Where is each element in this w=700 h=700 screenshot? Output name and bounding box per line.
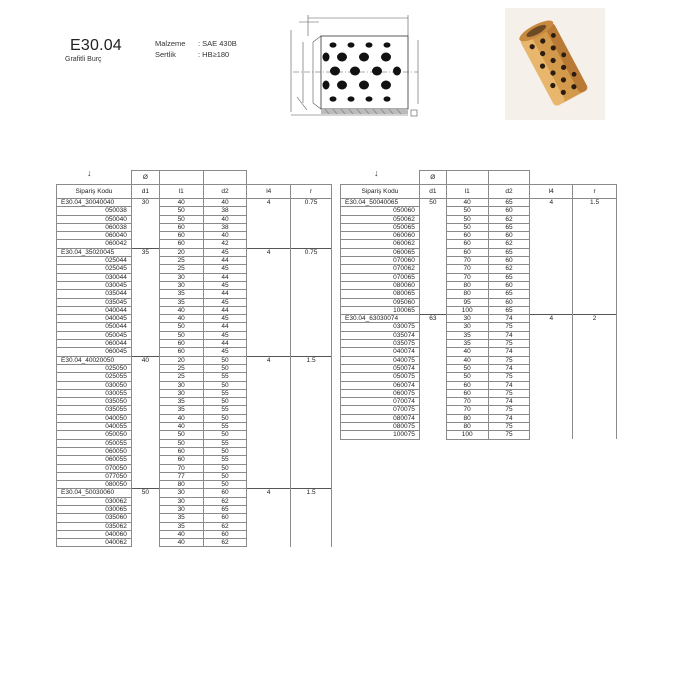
l1-value: 60 bbox=[446, 240, 488, 248]
order-code: 070050 bbox=[57, 464, 132, 472]
d2-value: 50 bbox=[203, 356, 247, 364]
l1-value: 80 bbox=[446, 423, 488, 431]
order-code: 050075 bbox=[341, 373, 420, 381]
l1-value: 60 bbox=[159, 223, 203, 231]
l1-value: 60 bbox=[159, 240, 203, 248]
d2-value: 62 bbox=[203, 539, 247, 547]
order-code: 060044 bbox=[57, 340, 132, 348]
d2-value: 38 bbox=[203, 223, 247, 231]
l1-value: 25 bbox=[159, 373, 203, 381]
d1-value: 63 bbox=[419, 315, 446, 439]
l1-value: 35 bbox=[159, 398, 203, 406]
order-code: 070065 bbox=[341, 273, 420, 281]
d2-value: 62 bbox=[488, 240, 530, 248]
order-code: 035060 bbox=[57, 514, 132, 522]
order-code: 050055 bbox=[57, 439, 132, 447]
r-value: 2 bbox=[573, 315, 617, 439]
d2-value: 60 bbox=[203, 530, 247, 538]
d1-value: 50 bbox=[419, 199, 446, 315]
order-code: 025055 bbox=[57, 373, 132, 381]
order-code: 070074 bbox=[341, 398, 420, 406]
technical-drawing bbox=[283, 12, 423, 124]
right-product-table bbox=[340, 170, 617, 440]
l1-value: 50 bbox=[446, 223, 488, 231]
table-row bbox=[341, 199, 617, 207]
l1-value: 60 bbox=[159, 456, 203, 464]
d2-value: 62 bbox=[203, 497, 247, 505]
d2-value: 60 bbox=[203, 514, 247, 522]
column-header-d1: d1 bbox=[419, 185, 446, 199]
material-spec bbox=[155, 39, 237, 48]
order-code: 095060 bbox=[341, 298, 420, 306]
column-header-r: r bbox=[291, 185, 332, 199]
column-header-d2: d2 bbox=[488, 185, 530, 199]
order-code: 060074 bbox=[341, 381, 420, 389]
r-value: 1.5 bbox=[573, 199, 617, 315]
order-code: 050050 bbox=[57, 431, 132, 439]
order-code: 077050 bbox=[57, 472, 132, 480]
header-blank bbox=[57, 171, 132, 185]
l1-value: 30 bbox=[159, 281, 203, 289]
product-code: E30.04 bbox=[70, 37, 122, 54]
material-label: Malzeme bbox=[155, 39, 186, 48]
l1-value: 70 bbox=[446, 257, 488, 265]
order-code: 060062 bbox=[341, 240, 420, 248]
l1-value: 60 bbox=[159, 348, 203, 356]
d2-value: 60 bbox=[488, 281, 530, 289]
order-code: 050074 bbox=[341, 364, 420, 372]
order-code: 060038 bbox=[57, 223, 132, 231]
d2-value: 45 bbox=[203, 331, 247, 339]
column-header-d2: d2 bbox=[203, 185, 247, 199]
d2-value: 60 bbox=[488, 232, 530, 240]
bushing-photo bbox=[505, 8, 605, 120]
order-code: 060040 bbox=[57, 232, 132, 240]
order-code: 040075 bbox=[341, 356, 420, 364]
l4-value: 4 bbox=[247, 356, 291, 489]
d2-value: 44 bbox=[203, 340, 247, 348]
order-code: 060042 bbox=[57, 240, 132, 248]
order-code: 050040 bbox=[57, 215, 132, 223]
l1-value: 50 bbox=[159, 431, 203, 439]
order-code: 025050 bbox=[57, 364, 132, 372]
diameter-symbol: Ø bbox=[131, 171, 159, 185]
l1-value: 30 bbox=[446, 323, 488, 331]
order-code: 060065 bbox=[341, 248, 420, 256]
table-row bbox=[57, 248, 332, 256]
order-code: 035044 bbox=[57, 290, 132, 298]
l1-value: 60 bbox=[159, 232, 203, 240]
order-code: E30.04_50030060 bbox=[57, 489, 132, 497]
l1-value: 50 bbox=[159, 323, 203, 331]
l4-value: 4 bbox=[247, 248, 291, 356]
column-header-l1: l1 bbox=[446, 185, 488, 199]
header-row-top bbox=[341, 171, 617, 185]
d2-value: 55 bbox=[203, 373, 247, 381]
l1-value: 95 bbox=[446, 298, 488, 306]
d2-value: 65 bbox=[488, 273, 530, 281]
l1-value: 20 bbox=[159, 248, 203, 256]
d2-value: 74 bbox=[488, 315, 530, 323]
column-header-code: Sipariş Kodu bbox=[341, 185, 420, 199]
d2-value: 74 bbox=[488, 331, 530, 339]
table-row bbox=[57, 356, 332, 364]
table-row bbox=[57, 489, 332, 497]
d2-value: 65 bbox=[488, 248, 530, 256]
d2-value: 65 bbox=[488, 223, 530, 231]
d2-value: 62 bbox=[203, 522, 247, 530]
order-code: 060060 bbox=[341, 232, 420, 240]
l1-value: 35 bbox=[159, 290, 203, 298]
d2-value: 45 bbox=[203, 265, 247, 273]
d2-value: 44 bbox=[203, 257, 247, 265]
d2-value: 44 bbox=[203, 290, 247, 298]
order-code: 040050 bbox=[57, 414, 132, 422]
material-value: : SAE 430B bbox=[198, 39, 237, 48]
order-code: 040062 bbox=[57, 539, 132, 547]
l1-value: 25 bbox=[159, 265, 203, 273]
l1-value: 40 bbox=[159, 315, 203, 323]
order-code: 035055 bbox=[57, 406, 132, 414]
order-code: 050065 bbox=[341, 223, 420, 231]
order-code: 080060 bbox=[341, 281, 420, 289]
order-code: E30.04_35020045 bbox=[57, 248, 132, 256]
l1-value: 80 bbox=[446, 290, 488, 298]
d2-value: 65 bbox=[203, 505, 247, 513]
l1-value: 100 bbox=[446, 431, 488, 439]
order-code: 060055 bbox=[57, 456, 132, 464]
product-subtitle: Grafitli Burç bbox=[65, 56, 102, 63]
d2-value: 62 bbox=[488, 265, 530, 273]
order-code: 080065 bbox=[341, 290, 420, 298]
column-header-l1: l1 bbox=[159, 185, 203, 199]
d2-value: 65 bbox=[488, 290, 530, 298]
d2-value: 45 bbox=[203, 248, 247, 256]
l1-value: 70 bbox=[446, 398, 488, 406]
order-code: 050045 bbox=[57, 331, 132, 339]
l1-value: 60 bbox=[446, 389, 488, 397]
l1-value: 77 bbox=[159, 472, 203, 480]
l1-value: 40 bbox=[159, 423, 203, 431]
order-code: 040074 bbox=[341, 348, 420, 356]
r-value: 1.5 bbox=[291, 356, 332, 489]
order-code: 040044 bbox=[57, 306, 132, 314]
l1-value: 50 bbox=[159, 207, 203, 215]
header-blank bbox=[341, 171, 420, 185]
d2-value: 45 bbox=[203, 298, 247, 306]
d2-value: 60 bbox=[203, 489, 247, 497]
l1-value: 70 bbox=[446, 273, 488, 281]
l1-value: 100 bbox=[446, 306, 488, 314]
order-code: 035062 bbox=[57, 522, 132, 530]
order-code: 040060 bbox=[57, 530, 132, 538]
l1-value: 20 bbox=[159, 356, 203, 364]
order-code: 040045 bbox=[57, 315, 132, 323]
d1-value: 30 bbox=[131, 199, 159, 249]
header-row-top bbox=[57, 171, 332, 185]
d2-value: 75 bbox=[488, 431, 530, 439]
header-row bbox=[341, 185, 617, 199]
order-code: 050062 bbox=[341, 215, 420, 223]
d2-value: 44 bbox=[203, 273, 247, 281]
d2-value: 45 bbox=[203, 315, 247, 323]
column-header-l4: l4 bbox=[530, 185, 573, 199]
column-header-l4: l4 bbox=[247, 185, 291, 199]
d2-value: 44 bbox=[203, 323, 247, 331]
column-header-r: r bbox=[573, 185, 617, 199]
order-code: 040055 bbox=[57, 423, 132, 431]
order-code: 035045 bbox=[57, 298, 132, 306]
order-code: 050038 bbox=[57, 207, 132, 215]
l1-value: 40 bbox=[159, 414, 203, 422]
header-row bbox=[57, 185, 332, 199]
l1-value: 40 bbox=[159, 199, 203, 207]
r-value: 1.5 bbox=[291, 489, 332, 547]
l1-value: 70 bbox=[159, 464, 203, 472]
d2-value: 50 bbox=[203, 431, 247, 439]
order-code: 100065 bbox=[341, 306, 420, 314]
d2-value: 42 bbox=[203, 240, 247, 248]
header-blank bbox=[530, 171, 573, 185]
header-blank bbox=[159, 171, 203, 185]
order-code: 035075 bbox=[341, 340, 420, 348]
column-header-code: Sipariş Kodu bbox=[57, 185, 132, 199]
d2-value: 50 bbox=[203, 447, 247, 455]
l1-value: 30 bbox=[159, 381, 203, 389]
d2-value: 45 bbox=[203, 348, 247, 356]
hardness-spec bbox=[155, 50, 229, 59]
l1-value: 40 bbox=[159, 530, 203, 538]
r-value: 0.75 bbox=[291, 199, 332, 249]
d2-value: 50 bbox=[203, 414, 247, 422]
order-code: 100075 bbox=[341, 431, 420, 439]
l1-value: 40 bbox=[446, 348, 488, 356]
l1-value: 35 bbox=[446, 331, 488, 339]
l1-value: 50 bbox=[446, 364, 488, 372]
order-code: 070075 bbox=[341, 406, 420, 414]
l1-value: 50 bbox=[159, 439, 203, 447]
hardness-value: : HB≥180 bbox=[198, 50, 230, 59]
d2-value: 74 bbox=[488, 398, 530, 406]
order-code: 025045 bbox=[57, 265, 132, 273]
d2-value: 55 bbox=[203, 439, 247, 447]
d2-value: 44 bbox=[203, 306, 247, 314]
l1-value: 25 bbox=[159, 257, 203, 265]
d2-value: 75 bbox=[488, 389, 530, 397]
l1-value: 80 bbox=[446, 414, 488, 422]
d2-value: 50 bbox=[203, 381, 247, 389]
order-code: 050044 bbox=[57, 323, 132, 331]
d2-value: 40 bbox=[203, 215, 247, 223]
r-value: 0.75 bbox=[291, 248, 332, 356]
header-blank bbox=[203, 171, 247, 185]
header-blank bbox=[291, 171, 332, 185]
l1-value: 60 bbox=[159, 447, 203, 455]
order-code: 025044 bbox=[57, 257, 132, 265]
l1-value: 60 bbox=[446, 381, 488, 389]
order-code: 030055 bbox=[57, 389, 132, 397]
l1-value: 60 bbox=[446, 248, 488, 256]
d2-value: 50 bbox=[203, 464, 247, 472]
d1-value: 50 bbox=[131, 489, 159, 547]
table-row bbox=[341, 315, 617, 323]
d2-value: 60 bbox=[488, 207, 530, 215]
l4-value: 4 bbox=[247, 199, 291, 249]
d2-value: 50 bbox=[203, 364, 247, 372]
l1-value: 30 bbox=[159, 489, 203, 497]
d2-value: 62 bbox=[488, 215, 530, 223]
order-code: 080050 bbox=[57, 481, 132, 489]
d2-value: 75 bbox=[488, 423, 530, 431]
l1-value: 80 bbox=[159, 481, 203, 489]
table-row bbox=[57, 199, 332, 207]
l1-value: 35 bbox=[159, 298, 203, 306]
d2-value: 55 bbox=[203, 406, 247, 414]
d2-value: 50 bbox=[203, 472, 247, 480]
l4-value: 4 bbox=[530, 199, 573, 315]
header-blank bbox=[488, 171, 530, 185]
l4-value: 4 bbox=[530, 315, 573, 439]
order-code: E30.04_50040065 bbox=[341, 199, 420, 207]
l1-value: 50 bbox=[159, 215, 203, 223]
header-blank bbox=[446, 171, 488, 185]
l1-value: 50 bbox=[159, 331, 203, 339]
l1-value: 30 bbox=[159, 505, 203, 513]
order-code: 030062 bbox=[57, 497, 132, 505]
d2-value: 45 bbox=[203, 281, 247, 289]
d2-value: 74 bbox=[488, 414, 530, 422]
d2-value: 50 bbox=[203, 398, 247, 406]
d2-value: 50 bbox=[203, 481, 247, 489]
d2-value: 74 bbox=[488, 381, 530, 389]
left-product-table bbox=[56, 170, 332, 547]
arrow-down-icon: ↓ bbox=[87, 168, 92, 178]
d2-value: 60 bbox=[488, 298, 530, 306]
order-code: 080074 bbox=[341, 414, 420, 422]
d1-value: 35 bbox=[131, 248, 159, 356]
l1-value: 30 bbox=[159, 273, 203, 281]
l1-value: 70 bbox=[446, 265, 488, 273]
d2-value: 65 bbox=[488, 199, 530, 207]
l1-value: 40 bbox=[159, 539, 203, 547]
l1-value: 40 bbox=[446, 356, 488, 364]
header-blank bbox=[247, 171, 291, 185]
l1-value: 25 bbox=[159, 364, 203, 372]
d2-value: 74 bbox=[488, 348, 530, 356]
d2-value: 60 bbox=[488, 257, 530, 265]
d2-value: 75 bbox=[488, 340, 530, 348]
d2-value: 55 bbox=[203, 456, 247, 464]
d2-value: 75 bbox=[488, 406, 530, 414]
d2-value: 40 bbox=[203, 199, 247, 207]
order-code: 050060 bbox=[341, 207, 420, 215]
order-code: 035050 bbox=[57, 398, 132, 406]
l1-value: 50 bbox=[446, 215, 488, 223]
order-code: 080075 bbox=[341, 423, 420, 431]
order-code: 070060 bbox=[341, 257, 420, 265]
order-code: 030075 bbox=[341, 323, 420, 331]
l4-value: 4 bbox=[247, 489, 291, 547]
d2-value: 75 bbox=[488, 356, 530, 364]
header-blank bbox=[573, 171, 617, 185]
hardness-label: Sertlik bbox=[155, 50, 176, 59]
l1-value: 35 bbox=[446, 340, 488, 348]
l1-value: 40 bbox=[446, 199, 488, 207]
l1-value: 60 bbox=[159, 340, 203, 348]
order-code: E30.04_63030074 bbox=[341, 315, 420, 323]
order-code: 035074 bbox=[341, 331, 420, 339]
d2-value: 65 bbox=[488, 306, 530, 314]
order-code: 070062 bbox=[341, 265, 420, 273]
order-code: 030045 bbox=[57, 281, 132, 289]
l1-value: 35 bbox=[159, 406, 203, 414]
l1-value: 30 bbox=[159, 497, 203, 505]
order-code: E30.04_40020050 bbox=[57, 356, 132, 364]
d2-value: 55 bbox=[203, 389, 247, 397]
order-code: 030065 bbox=[57, 505, 132, 513]
l1-value: 35 bbox=[159, 522, 203, 530]
column-header-d1: d1 bbox=[131, 185, 159, 199]
d2-value: 74 bbox=[488, 364, 530, 372]
l1-value: 30 bbox=[446, 315, 488, 323]
d2-value: 38 bbox=[203, 207, 247, 215]
diameter-symbol: Ø bbox=[419, 171, 446, 185]
d2-value: 40 bbox=[203, 232, 247, 240]
d1-value: 40 bbox=[131, 356, 159, 489]
l1-value: 50 bbox=[446, 207, 488, 215]
order-code: 060050 bbox=[57, 447, 132, 455]
order-code: 060045 bbox=[57, 348, 132, 356]
order-code: E30.04_30040040 bbox=[57, 199, 132, 207]
order-code: 030050 bbox=[57, 381, 132, 389]
d2-value: 55 bbox=[203, 423, 247, 431]
l1-value: 40 bbox=[159, 306, 203, 314]
l1-value: 35 bbox=[159, 514, 203, 522]
arrow-down-icon: ↓ bbox=[374, 168, 379, 178]
l1-value: 50 bbox=[446, 373, 488, 381]
order-code: 060075 bbox=[341, 389, 420, 397]
order-code: 030044 bbox=[57, 273, 132, 281]
l1-value: 70 bbox=[446, 406, 488, 414]
l1-value: 60 bbox=[446, 232, 488, 240]
l1-value: 30 bbox=[159, 389, 203, 397]
d2-value: 75 bbox=[488, 373, 530, 381]
l1-value: 80 bbox=[446, 281, 488, 289]
d2-value: 75 bbox=[488, 323, 530, 331]
